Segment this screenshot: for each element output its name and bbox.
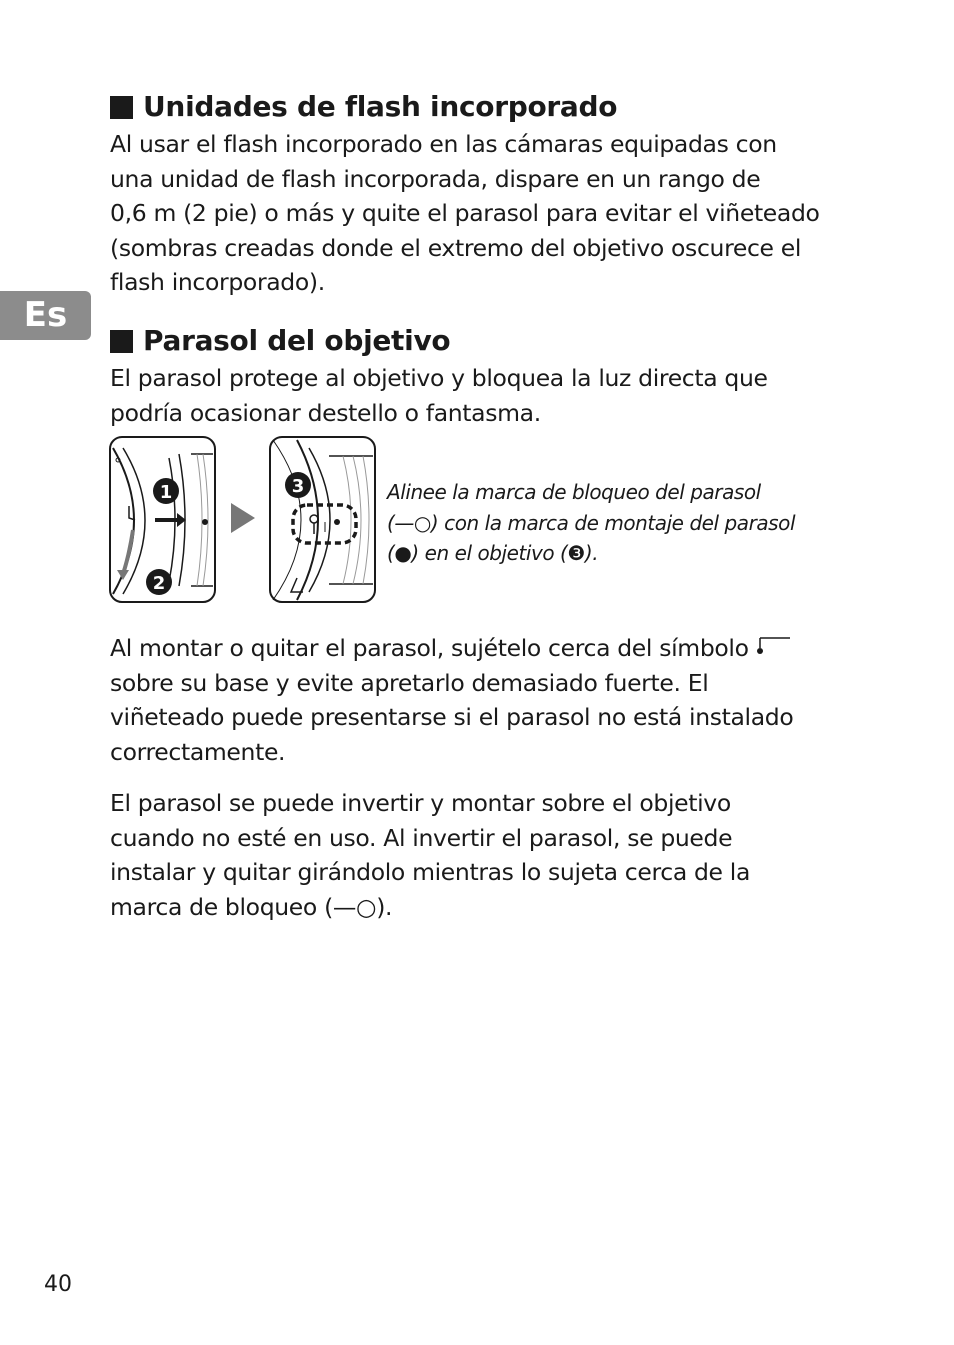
- mounting-line-1-text: Al montar o quitar el parasol, sujételo cerca del símbolo: [110, 634, 749, 662]
- page-number: 40: [44, 1272, 72, 1297]
- text-line: sobre su base y evite apretarlo demasiado fuerte. El: [110, 668, 709, 697]
- figure-caption: [387, 477, 795, 569]
- text-line: una unidad de flash incorporada, dispare en un rango de: [110, 164, 761, 193]
- heading-square-icon: [110, 330, 133, 353]
- mounting-paragraph: [110, 631, 793, 769]
- text-line: flash incorporado).: [110, 268, 325, 297]
- hood-attach-step-illustration: [109, 436, 217, 604]
- caption-line: Alinee la marca de bloqueo del parasol: [387, 480, 761, 504]
- heading-square-icon: [110, 96, 133, 119]
- section-heading-flash-text: Unidades de flash incorporado: [143, 90, 618, 123]
- text-line: viñeteado puede presentarse si el parasol no está instalado: [110, 703, 794, 732]
- reversing-paragraph: [110, 786, 750, 924]
- language-tab: Es: [0, 291, 91, 340]
- caption-line: (—○) con la marca de montaje del parasol: [387, 510, 796, 535]
- caption-line: (●) en el objetivo (❸).: [387, 541, 599, 565]
- text-line: 0,6 m (2 pie) o más y quite el parasol para evitar el viñeteado: [110, 199, 820, 228]
- section-heading-hood-text: Parasol del objetivo: [143, 324, 451, 357]
- text-line: (sombras creadas donde el extremo del objetivo oscurece el: [110, 233, 802, 262]
- text-line: Al usar el flash incorporado en las cámaras equipadas con: [110, 130, 777, 158]
- section-heading-flash: [110, 90, 617, 124]
- text-line: instalar y quitar girándolo mientras lo sujeta cerca de la: [110, 858, 751, 887]
- text-line: El parasol protege al objetivo y bloquea la luz directa que: [110, 364, 768, 392]
- text-line: marca de bloqueo (—○).: [110, 892, 393, 921]
- svg-text:2: 2: [152, 573, 166, 594]
- flash-paragraph: [110, 127, 820, 300]
- hood-grip-symbol-icon: [756, 636, 792, 656]
- svg-text:3: 3: [291, 476, 305, 497]
- text-line: [110, 631, 793, 666]
- text-line: El parasol se puede invertir y montar sobre el objetivo: [110, 789, 731, 817]
- svg-text:1: 1: [159, 482, 173, 503]
- text-line: correctamente.: [110, 737, 286, 766]
- text-line: podría ocasionar destello o fantasma.: [110, 398, 541, 427]
- hood-intro-paragraph: [110, 361, 768, 430]
- text-line: cuando no esté en uso. Al invertir el parasol, se puede: [110, 823, 733, 852]
- hood-aligned-illustration: [269, 436, 377, 604]
- section-heading-hood: [110, 324, 450, 358]
- next-step-arrow-icon: [229, 503, 255, 533]
